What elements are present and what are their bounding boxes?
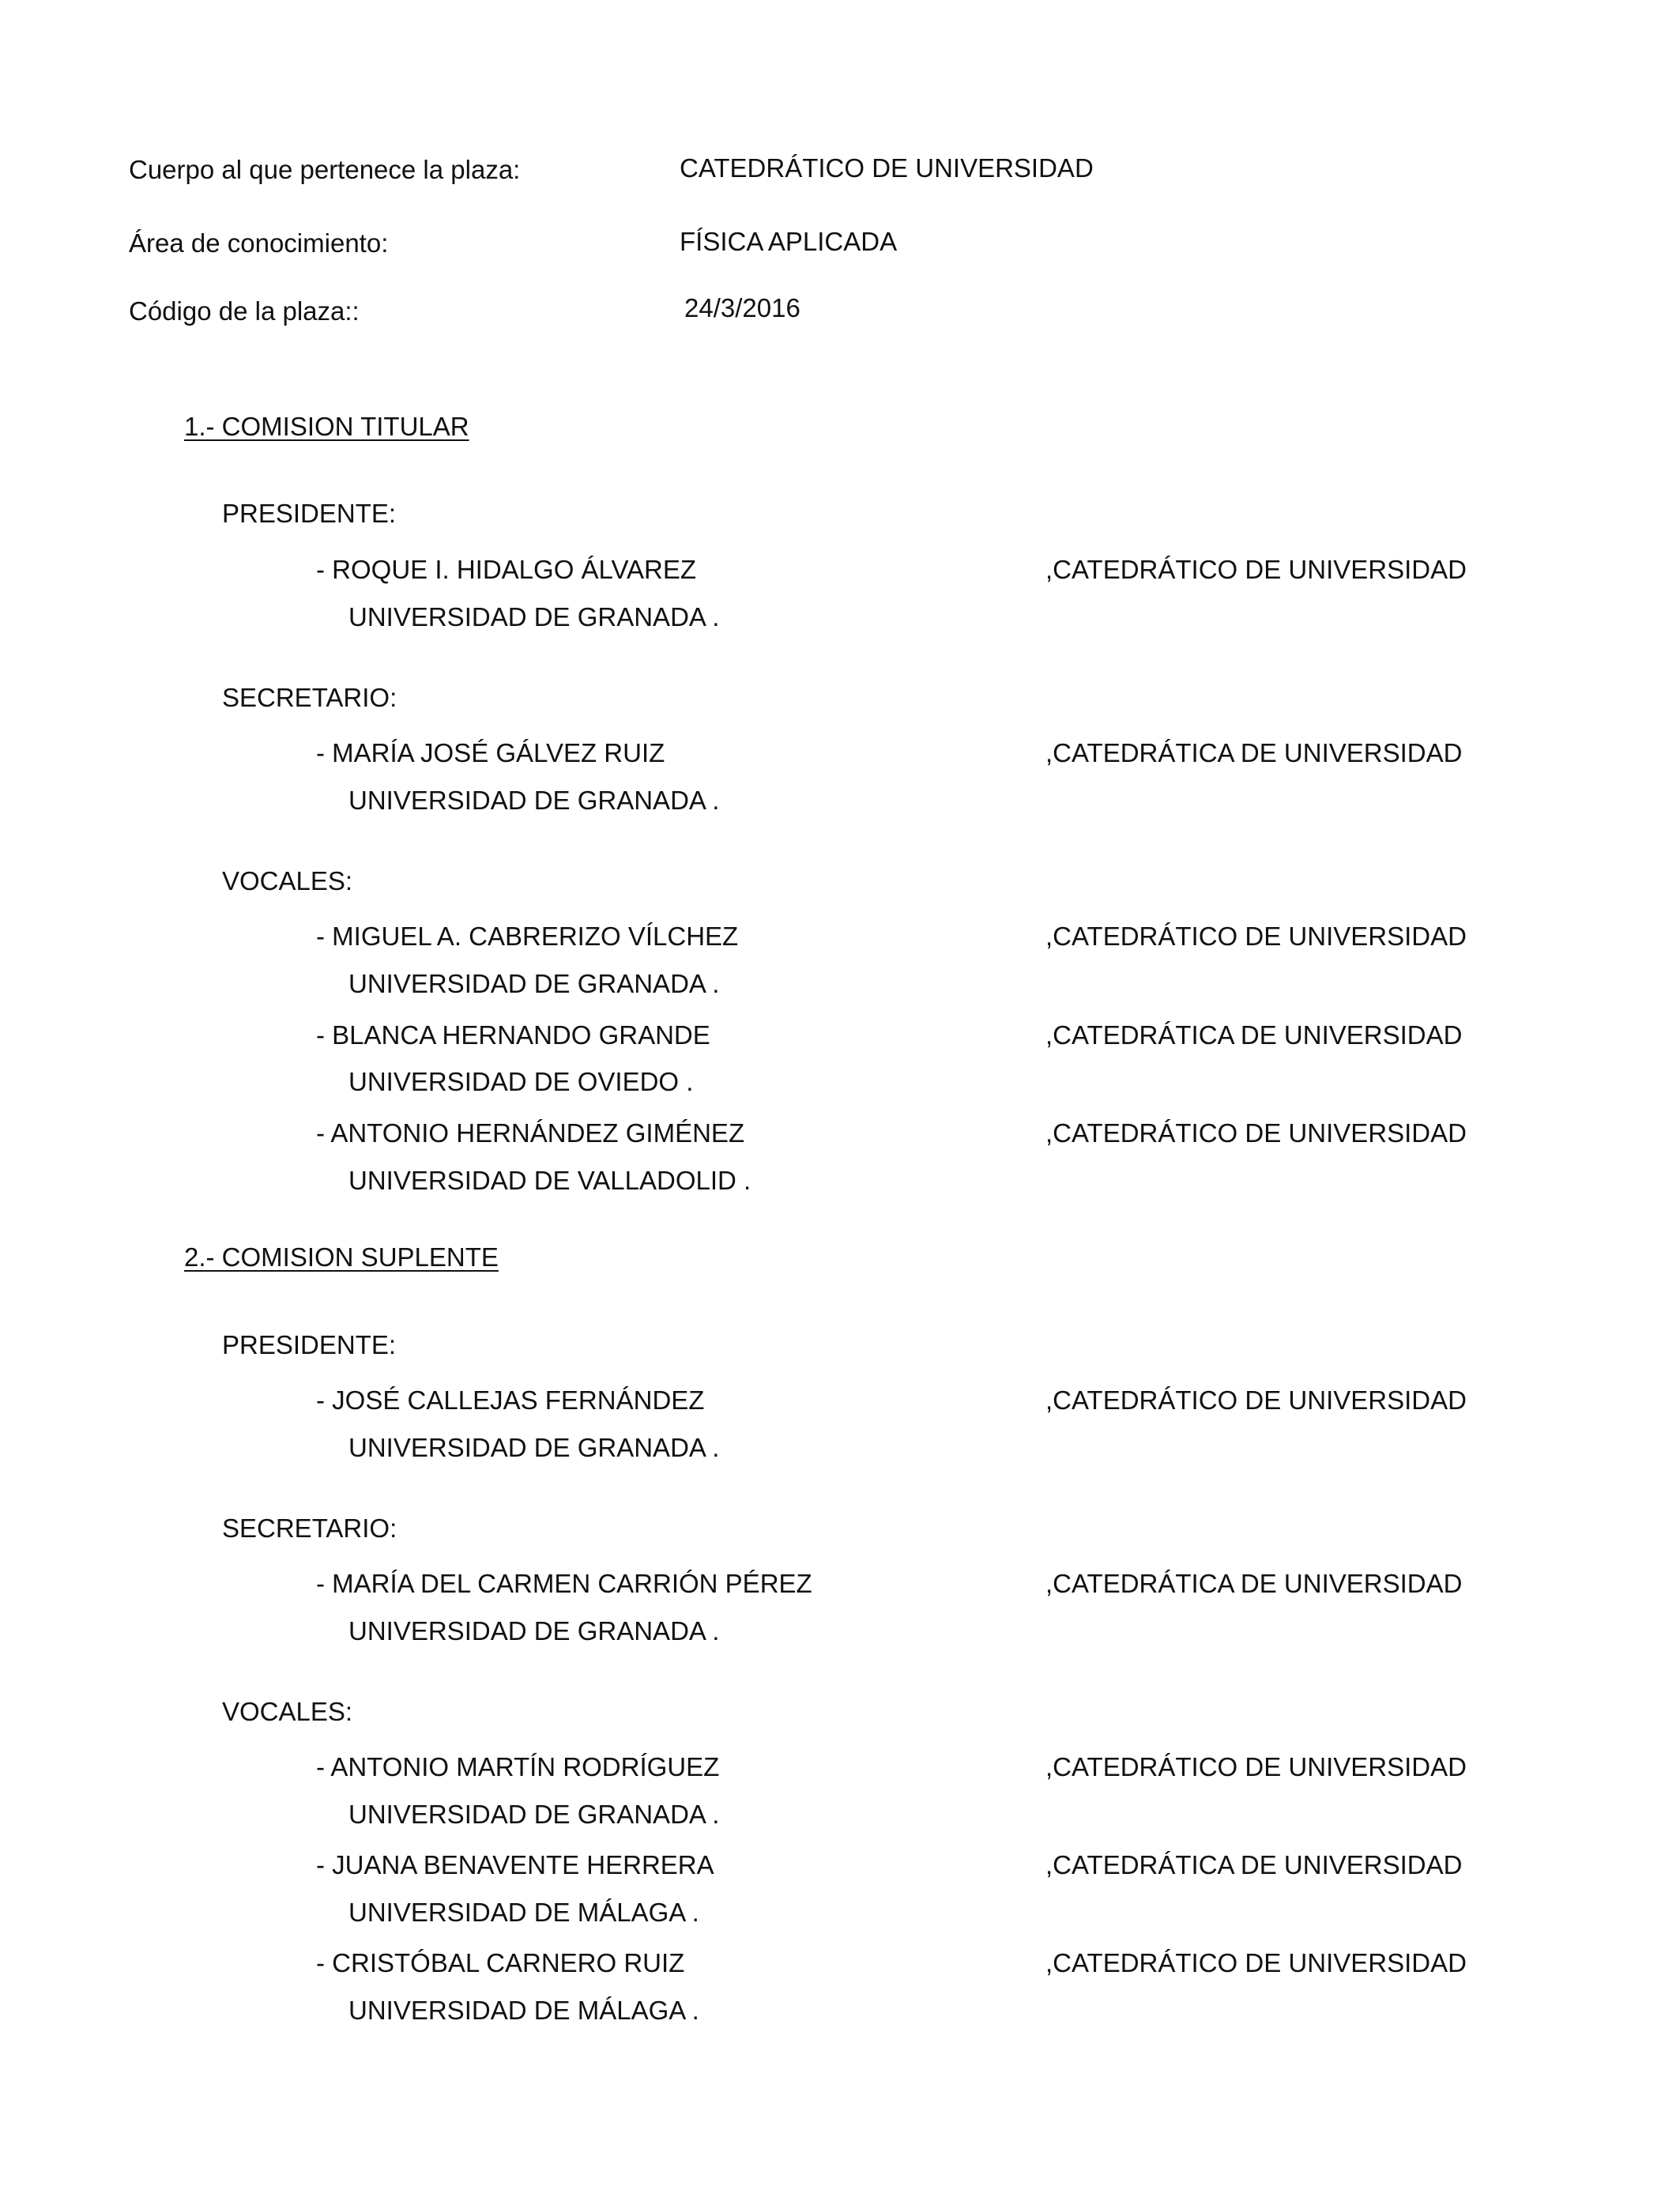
member-university: UNIVERSIDAD DE GRANADA . <box>348 1433 720 1462</box>
role-label-secretario: SECRETARIO: <box>222 683 397 712</box>
area-value: FÍSICA APLICADA <box>680 227 898 256</box>
member-university: UNIVERSIDAD DE GRANADA . <box>348 1616 720 1646</box>
member-name: - ANTONIO HERNÁNDEZ GIMÉNEZ <box>316 1118 745 1148</box>
member-name: - MIGUEL A. CABRERIZO VÍLCHEZ <box>316 922 739 951</box>
codigo-label: Código de la plaza:: <box>129 296 360 326</box>
member-university: UNIVERSIDAD DE GRANADA . <box>348 786 720 815</box>
member-name: - CRISTÓBAL CARNERO RUIZ <box>316 1948 685 1977</box>
member-name: - MARÍA JOSÉ GÁLVEZ RUIZ <box>316 738 665 767</box>
member-title: ,CATEDRÁTICA DE UNIVERSIDAD <box>1045 1569 1463 1598</box>
member-university: UNIVERSIDAD DE GRANADA . <box>348 969 720 998</box>
cuerpo-value: CATEDRÁTICO DE UNIVERSIDAD <box>680 153 1094 183</box>
codigo-value: 24/3/2016 <box>684 293 800 322</box>
member-university: UNIVERSIDAD DE VALLADOLID . <box>348 1166 751 1195</box>
member-name: - JUANA BENAVENTE HERRERA <box>316 1850 714 1879</box>
member-title: ,CATEDRÁTICO DE UNIVERSIDAD <box>1045 1752 1467 1781</box>
cuerpo-label: Cuerpo al que pertenece la plaza: <box>129 155 521 184</box>
member-title: ,CATEDRÁTICA DE UNIVERSIDAD <box>1045 738 1463 767</box>
role-label-presidente: PRESIDENTE: <box>222 1330 397 1359</box>
role-label-vocales: VOCALES: <box>222 1697 353 1726</box>
member-title: ,CATEDRÁTICO DE UNIVERSIDAD <box>1045 555 1467 584</box>
member-title: ,CATEDRÁTICA DE UNIVERSIDAD <box>1045 1850 1463 1879</box>
member-title: ,CATEDRÁTICO DE UNIVERSIDAD <box>1045 1118 1467 1148</box>
member-university: UNIVERSIDAD DE MÁLAGA . <box>348 1996 699 2025</box>
area-label: Área de conocimiento: <box>129 228 389 258</box>
member-university: UNIVERSIDAD DE GRANADA . <box>348 1800 720 1829</box>
member-title: ,CATEDRÁTICO DE UNIVERSIDAD <box>1045 922 1467 951</box>
member-name: - MARÍA DEL CARMEN CARRIÓN PÉREZ <box>316 1569 812 1598</box>
role-label-vocales: VOCALES: <box>222 866 353 895</box>
member-name: - JOSÉ CALLEJAS FERNÁNDEZ <box>316 1385 705 1415</box>
section-title-suplente: 2.- COMISION SUPLENTE <box>184 1242 499 1272</box>
member-university: UNIVERSIDAD DE GRANADA . <box>348 602 720 631</box>
member-title: ,CATEDRÁTICA DE UNIVERSIDAD <box>1045 1020 1463 1050</box>
member-title: ,CATEDRÁTICO DE UNIVERSIDAD <box>1045 1385 1467 1415</box>
member-title: ,CATEDRÁTICO DE UNIVERSIDAD <box>1045 1948 1467 1977</box>
member-name: - ANTONIO MARTÍN RODRÍGUEZ <box>316 1752 720 1781</box>
member-name: - ROQUE I. HIDALGO ÁLVAREZ <box>316 555 697 584</box>
role-label-secretario: SECRETARIO: <box>222 1514 397 1543</box>
member-name: - BLANCA HERNANDO GRANDE <box>316 1020 710 1050</box>
member-university: UNIVERSIDAD DE MÁLAGA . <box>348 1898 699 1927</box>
section-title-titular: 1.- COMISION TITULAR <box>184 412 469 441</box>
member-university: UNIVERSIDAD DE OVIEDO . <box>348 1067 694 1096</box>
role-label-presidente: PRESIDENTE: <box>222 499 397 528</box>
